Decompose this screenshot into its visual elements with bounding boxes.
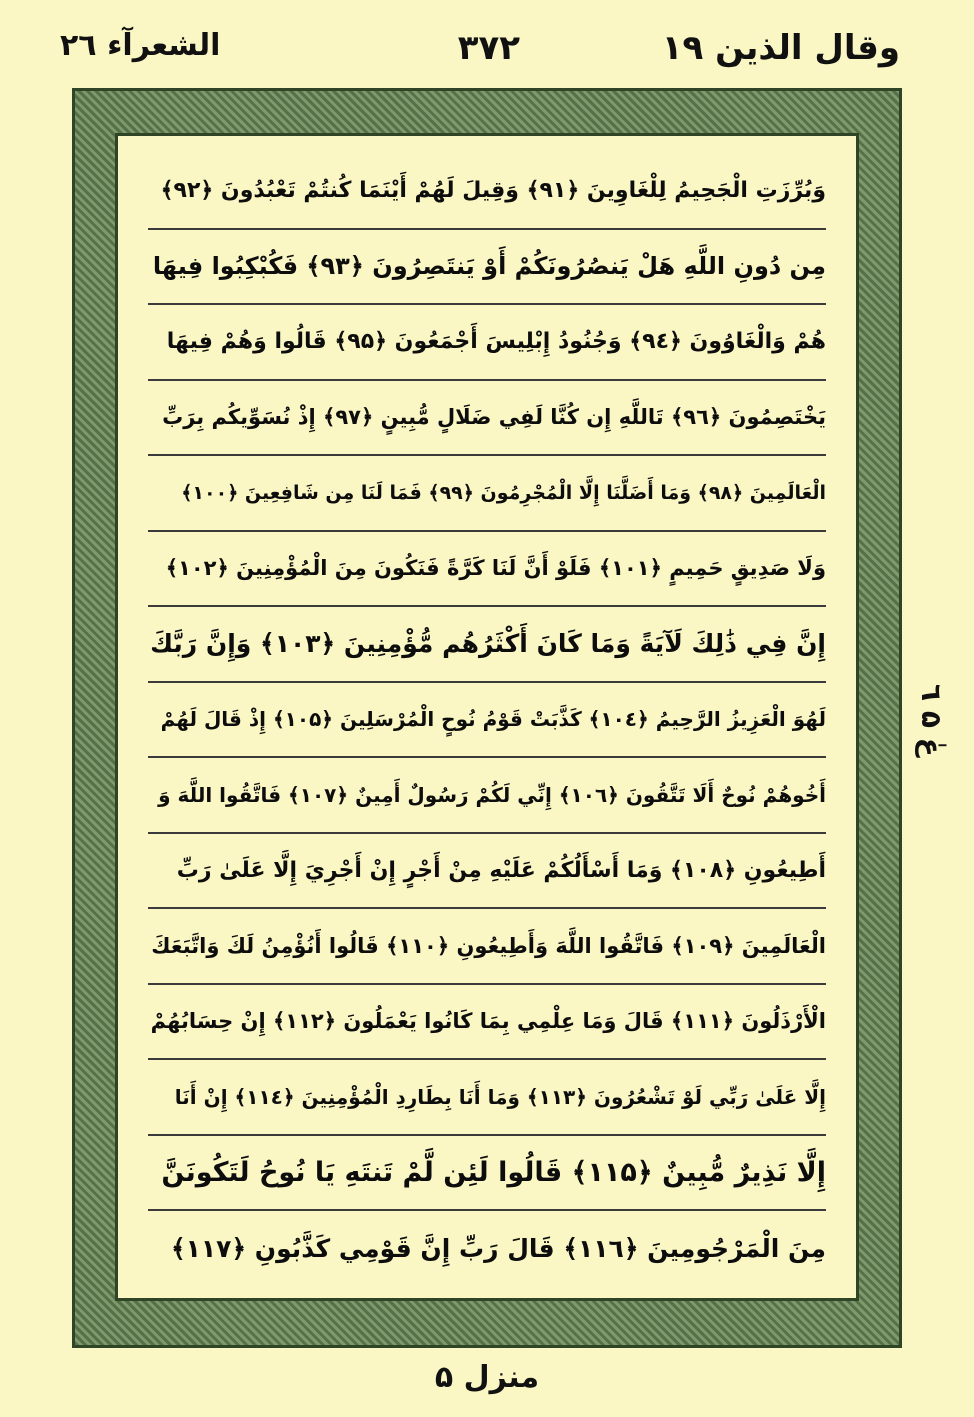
verse-line: مِن دُونِ اللَّهِ هَلْ يَنصُرُونَكُمْ أَوْ يَنتَصِرُونَ ﴿۹۳﴾ فَكُبْكِبُوا فِيهَا: [148, 230, 826, 306]
page-number: ۳۷۲: [457, 28, 520, 68]
verse-line: أَطِيعُونِ ﴿۱۰۸﴾ وَمَا أَسْأَلُكُمْ عَلَيْهِ مِنْ أَجْرٍ إِنْ أَجْرِيَ إِلَّا عَلَىٰ رَبِّ: [148, 834, 826, 910]
verse-line: وَلَا صَدِيقٍ حَمِيمٍ ﴿۱۰۱﴾ فَلَوْ أَنَّ لَنَا كَرَّةً فَنَكُونَ مِنَ الْمُؤْمِنِينَ ﴿۱۰۲﴾: [148, 532, 826, 608]
verse-line: الْعَالَمِينَ ﴿۹۸﴾ وَمَا أَضَلَّنَا إِلَّا الْمُجْرِمُونَ ﴿۹۹﴾ فَمَا لَنَا مِن شَافِعِينَ ﴿۱۰۰﴾: [148, 456, 826, 532]
verse-line: إِلَّا عَلَىٰ رَبِّي لَوْ تَشْعُرُونَ ﴿۱۱۳﴾ وَمَا أَنَا بِطَارِدِ الْمُؤْمِنِينَ ﴿۱۱٤﴾ إِنْ أَنَا: [148, 1060, 826, 1136]
verse-line: إِلَّا نَذِيرٌ مُّبِينٌ ﴿۱۱۵﴾ قَالُوا لَئِن لَّمْ تَنتَهِ يَا نُوحُ لَتَكُونَنَّ: [148, 1136, 826, 1212]
ornamental-border: [72, 88, 902, 1348]
surah-title: الشعرآء ۲٦: [60, 28, 221, 63]
verse-line: هُمْ وَالْغَاوُونَ ﴿۹٤﴾ وَجُنُودُ إِبْلِيسَ أَجْمَعُونَ ﴿۹۵﴾ قَالُوا وَهُمْ فِيهَا: [148, 305, 826, 381]
page-header: [60, 28, 900, 88]
verse-line: الْعَالَمِينَ ﴿۱۰۹﴾ فَاتَّقُوا اللَّهَ وَأَطِيعُونِ ﴿۱۱۰﴾ قَالُوا أَنُؤْمِنُ لَكَ وَاتَّبَعَكَ: [148, 909, 826, 985]
verse-line: وَبُرِّزَتِ الْجَحِيمُ لِلْغَاوِينَ ﴿۹۱﴾ وَقِيلَ لَهُمْ أَيْنَمَا كُنتُمْ تَعْبُدُونَ ﴿۹۲﴾: [148, 154, 826, 230]
verse-line: يَخْتَصِمُونَ ﴿۹٦﴾ تَاللَّهِ إِن كُنَّا لَفِي ضَلَالٍ مُّبِينٍ ﴿۹۷﴾ إِذْ نُسَوِّيكُم بِرَبِّ: [148, 381, 826, 457]
verse-line: لَهُوَ الْعَزِيزُ الرَّحِيمُ ﴿۱۰٤﴾ كَذَّبَتْ قَوْمُ نُوحٍ الْمُرْسَلِينَ ﴿۱۰۵﴾ إِذْ قَالَ لَهُمْ: [148, 683, 826, 759]
verse-line: أَخُوهُمْ نُوحٌ أَلَا تَتَّقُونَ ﴿۱۰٦﴾ إِنِّي لَكُمْ رَسُولٌ أَمِينٌ ﴿۱۰۷﴾ فَاتَّقُوا اللَّهَ وَ: [148, 758, 826, 834]
juz-title: وقال الذين ۱۹: [661, 28, 900, 68]
verse-line: مِنَ الْمَرْجُومِينَ ﴿۱۱٦﴾ قَالَ رَبِّ إِنَّ قَوْمِي كَذَّبُونِ ﴿۱۱۷﴾: [171, 1234, 826, 1264]
verse-lines: [148, 154, 826, 1278]
manzil-footer: منزل ۵: [434, 1360, 540, 1395]
text-panel: [115, 133, 859, 1301]
verse-line: إِنَّ فِي ذَٰلِكَ لَآيَةً وَمَا كَانَ أَكْثَرُهُم مُّؤْمِنِينَ ﴿۱۰۳﴾ وَإِنَّ رَبَّكَ: [148, 607, 826, 683]
verse-line: الْأَرْذَلُونَ ﴿۱۱۱﴾ قَالَ وَمَا عِلْمِي بِمَا كَانُوا يَعْمَلُونَ ﴿۱۱۲﴾ إِنْ حِسَابُهُمْ: [148, 985, 826, 1061]
ruku-marker: عٰ ۵ ٦: [915, 683, 948, 757]
